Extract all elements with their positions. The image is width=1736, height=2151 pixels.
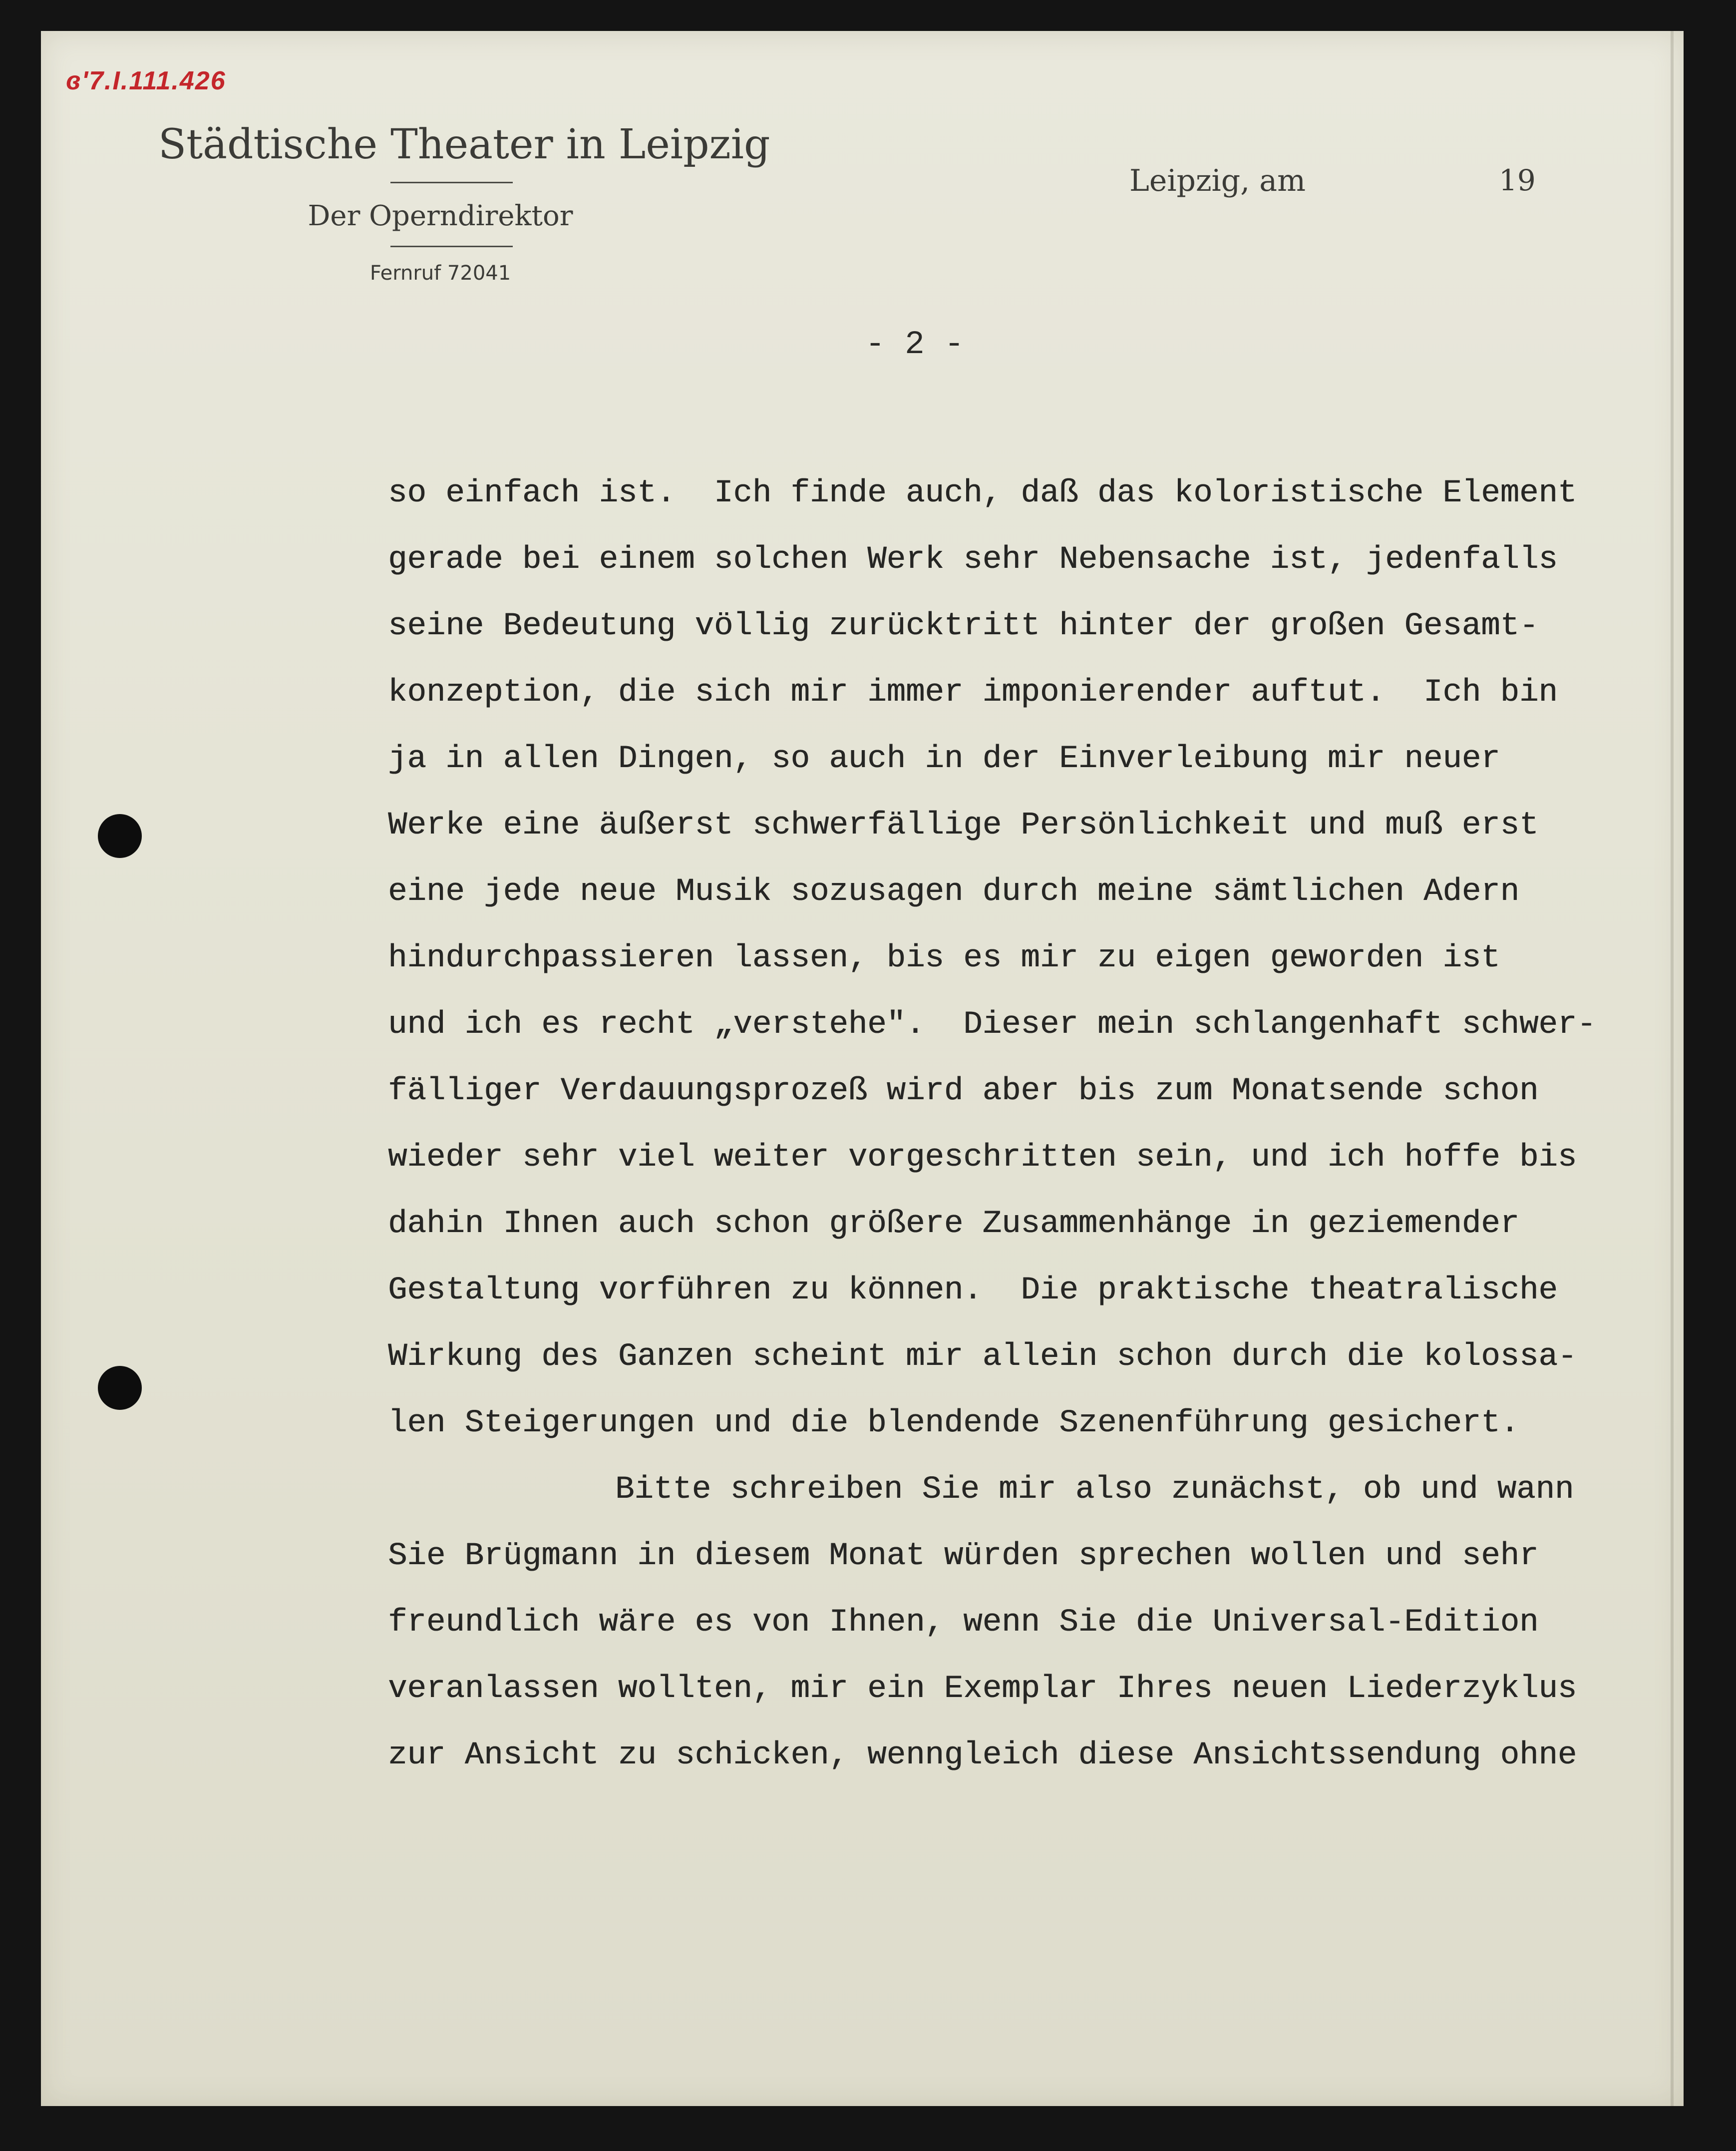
body-line: dahin Ihnen auch schon größere Zusammenhänge in geziemender xyxy=(388,1206,1519,1242)
body-line: veranlassen wollten, mir ein Exemplar Ihres neuen Liederzyklus xyxy=(388,1671,1577,1707)
letterhead-department: Der Operndirektor xyxy=(308,200,573,232)
body-line: freundlich wäre es von Ihnen, wenn Sie die Universal-Edition xyxy=(388,1605,1539,1641)
body-line: Gestaltung vorführen zu können. Die praktische theatralische xyxy=(388,1273,1558,1308)
letter-body xyxy=(388,460,1646,1789)
paper-fold-shadow xyxy=(1671,31,1674,2106)
body-line: konzeption, die sich mir immer imponierender auftut. Ich bin xyxy=(388,675,1558,711)
letterhead-rule-bottom xyxy=(390,246,513,247)
body-line: wieder sehr viel weiter vorgeschritten sein, und ich hoffe bis xyxy=(388,1140,1577,1176)
letterhead-institution: Städtische Theater in Leipzig xyxy=(158,121,770,168)
letter-page xyxy=(41,31,1684,2106)
dateline-year: 19 xyxy=(1499,163,1536,197)
body-line-paragraph-start: Bitte schreiben Sie mir also zunächst, ob und wann xyxy=(615,1472,1574,1508)
dateline-place: Leipzig, am xyxy=(1129,163,1306,198)
body-line: und ich es recht „verstehe". Dieser mein schlangenhaft schwer- xyxy=(388,1007,1596,1043)
letterhead-rule-top xyxy=(390,182,513,183)
punch-hole-lower xyxy=(98,1366,142,1410)
archive-shelfmark: ɞ'7.Ɩ.111.426 xyxy=(66,66,226,95)
body-line: Werke eine äußerst schwerfällige Persönlichkeit und muß erst xyxy=(388,808,1539,844)
body-line: zur Ansicht zu schicken, wenngleich diese Ansichtssendung ohne xyxy=(388,1737,1577,1773)
body-line: hindurchpassieren lassen, bis es mir zu eigen geworden ist xyxy=(388,940,1500,976)
letterhead-phone: Fernruf 72041 xyxy=(369,262,511,285)
body-line: ja in allen Dingen, so auch in der Einverleibung mir neuer xyxy=(388,741,1500,777)
body-line: eine jede neue Musik sozusagen durch meine sämtlichen Adern xyxy=(388,874,1519,910)
body-line: Sie Brügmann in diesem Monat würden sprechen wollen und sehr xyxy=(388,1538,1539,1574)
body-line: fälliger Verdauungsprozeß wird aber bis zum Monatsende schon xyxy=(388,1073,1539,1109)
body-line: Wirkung des Ganzen scheint mir allein schon durch die kolossa- xyxy=(388,1339,1577,1375)
page-number: - 2 - xyxy=(865,326,965,363)
body-line: gerade bei einem solchen Werk sehr Nebensache ist, jedenfalls xyxy=(388,542,1558,578)
body-line: so einfach ist. Ich finde auch, daß das koloristische Element xyxy=(388,475,1577,511)
body-line: seine Bedeutung völlig zurücktritt hinter der großen Gesamt- xyxy=(388,608,1539,644)
body-line: len Steigerungen und die blendende Szenenführung gesichert. xyxy=(388,1405,1519,1441)
punch-hole-upper xyxy=(98,814,142,858)
